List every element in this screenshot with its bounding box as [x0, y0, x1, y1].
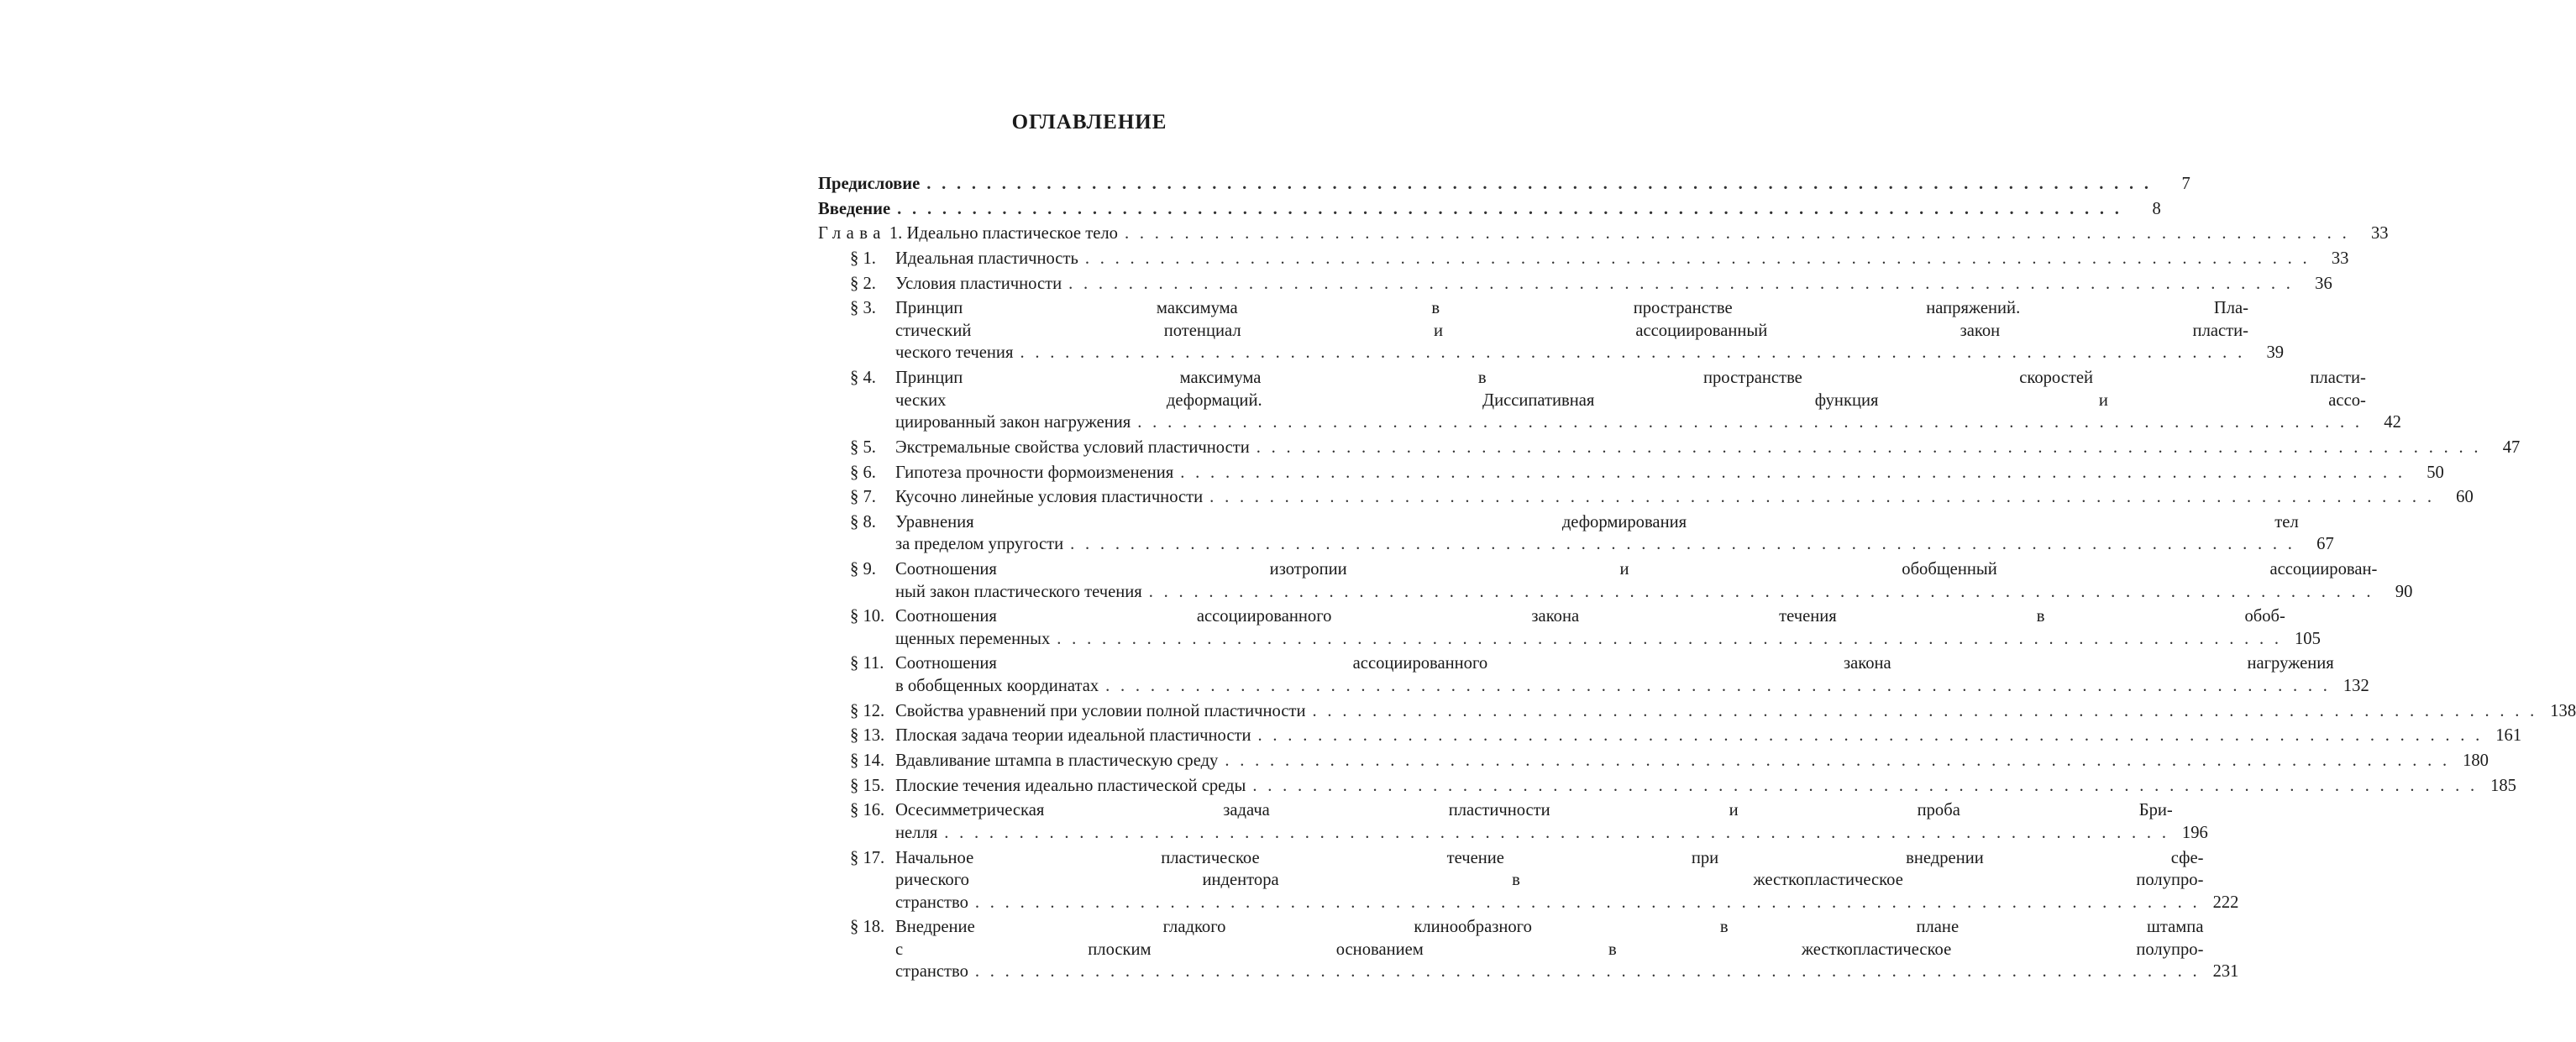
toc-entry-section[interactable] — [818, 511, 2334, 556]
section-number: § 9. — [850, 560, 876, 579]
dot-leader — [975, 892, 2201, 914]
dot-leader — [975, 961, 2201, 983]
dot-leader — [1020, 342, 2245, 364]
page-number: 33 — [2331, 249, 2349, 269]
page-number: 196 — [2181, 823, 2208, 842]
right-page — [737, 0, 2576, 1042]
section-number: § 11. — [850, 654, 884, 673]
page-number: 33 — [2370, 224, 2389, 243]
section-number: § 15. — [850, 776, 885, 795]
section-title-line: Принцип максимума в пространстве скоростей пласти- — [895, 369, 2366, 388]
section-number: § 1. — [850, 249, 876, 269]
section-title-line: с плоским основанием в жесткопластическое полупро- — [895, 940, 2204, 959]
chapter-word: Глава — [818, 224, 886, 243]
entry-label: Предисловие — [818, 175, 921, 193]
toc-entry-section[interactable] — [818, 367, 2401, 434]
section-title-line: стический потенциал и ассоциированный закон пласти- — [895, 321, 2249, 340]
toc-entry-section[interactable] — [818, 605, 2321, 650]
dot-leader — [944, 822, 2169, 845]
section-number: § 4. — [850, 369, 876, 388]
page-number: 47 — [2502, 437, 2521, 457]
section-number: § 6. — [850, 463, 876, 482]
page-number: 138 — [2550, 701, 2576, 720]
section-number: § 8. — [850, 512, 876, 531]
toc-entry-section[interactable] — [818, 652, 2369, 697]
dot-leader — [1085, 248, 2311, 270]
dot-leader — [1137, 411, 2363, 434]
section-title-line: странство — [895, 962, 968, 982]
section-title-line: Экстремальные свойства условий пластичности — [895, 437, 1250, 457]
section-title-line: Осесимметрическая задача пластичности и проба Бри- — [895, 801, 2173, 820]
page-number: 90 — [2395, 582, 2413, 601]
section-title-line: ческого течения — [895, 343, 1014, 363]
dot-leader — [1125, 223, 2350, 245]
page-title: ОГЛАВЛЕНИЕ — [1011, 111, 1167, 134]
section-title-line: Гипотеза прочности формоизменения — [895, 463, 1174, 482]
toc-entry-section[interactable] — [818, 847, 2239, 914]
dot-leader — [1180, 462, 2405, 484]
section-title-line: Соотношения изотропии и обобщенный ассоциирован- — [895, 560, 2378, 579]
section-title-line: Свойства уравнений при условии полной пластичности — [895, 701, 1306, 720]
dot-leader — [1225, 750, 2450, 772]
page-number: 231 — [2212, 962, 2239, 982]
toc-entry-section[interactable] — [818, 750, 2489, 772]
toc-entry-section[interactable] — [818, 273, 2332, 296]
toc-entry-section[interactable] — [818, 297, 2285, 364]
toc-entry-preface[interactable] — [818, 173, 2190, 196]
section-number: § 18. — [850, 918, 885, 937]
section-title-line: нелля — [895, 823, 938, 842]
section-title-line: за пределом упругости — [895, 535, 1064, 554]
section-title-line: щенных переменных — [895, 629, 1051, 648]
dot-leader — [1257, 437, 2482, 459]
toc-entry-section[interactable] — [818, 775, 2516, 798]
section-title-line: циированный закон нагружения — [895, 413, 1131, 432]
page-number: 8 — [2152, 199, 2161, 218]
section-title-line: Принцип максимума в пространстве напряжений. Пла- — [895, 299, 2249, 318]
section-title-line: Кусочно линейные условия пластичности — [895, 488, 1204, 507]
table-of-contents — [818, 173, 2576, 986]
toc-entry-section[interactable] — [818, 700, 2576, 723]
page-number: 132 — [2343, 676, 2369, 695]
page-number: 180 — [2463, 751, 2489, 770]
section-title-line: в обобщенных координатах — [895, 676, 1099, 695]
dot-leader — [1068, 273, 2294, 296]
section-number: § 5. — [850, 437, 876, 457]
dot-leader — [1209, 486, 2435, 509]
section-title-line: ный закон пластического течения — [895, 582, 1142, 601]
section-number: § 3. — [850, 299, 876, 318]
page-number: 42 — [2384, 413, 2401, 432]
toc-entry-section[interactable] — [818, 799, 2208, 844]
section-number: § 16. — [850, 801, 885, 820]
section-list — [818, 248, 2576, 983]
section-title-line: Плоская задача теории идеальной пластичности — [895, 726, 1251, 746]
entry-label: Введение — [818, 199, 891, 218]
page-number: 39 — [2266, 343, 2285, 363]
section-title-line: рического индентора в жесткопластическое полупро- — [895, 871, 2204, 890]
section-title-line: ческих деформаций. Диссипативная функция и ассо- — [895, 390, 2366, 410]
left-blank-page — [0, 0, 737, 1042]
dot-leader — [926, 173, 2152, 196]
toc-entry-section[interactable] — [818, 248, 2349, 270]
toc-entry-section[interactable] — [818, 437, 2521, 459]
dot-leader — [1252, 775, 2478, 798]
section-number: § 2. — [850, 274, 876, 293]
dot-leader — [1149, 581, 2374, 604]
toc-entry-section[interactable] — [818, 558, 2413, 603]
section-number: § 14. — [850, 751, 885, 770]
page-number: 185 — [2490, 776, 2516, 795]
page-number: 222 — [2212, 893, 2239, 912]
dot-leader — [1070, 533, 2295, 556]
dot-leader — [1105, 675, 2331, 698]
page-number: 50 — [2426, 463, 2444, 482]
toc-entry-section[interactable] — [818, 462, 2444, 484]
section-number: § 12. — [850, 701, 885, 720]
section-title-line: Внедрение гладкого клинообразного в плане штампа — [895, 918, 2204, 937]
toc-entry-section[interactable] — [818, 916, 2239, 983]
section-number: § 13. — [850, 726, 885, 746]
section-title-line: странство — [895, 893, 968, 912]
section-title-line: Плоские течения идеально пластической среды — [895, 776, 1246, 795]
section-title-line: Вдавливание штампа в пластическую среду — [895, 751, 1219, 770]
dot-leader — [1313, 700, 2538, 723]
section-title-line: Соотношения ассоциированного закона течения в обоб- — [895, 607, 2285, 626]
toc-entry-intro[interactable] — [818, 198, 2161, 221]
section-title-line: Соотношения ассоциированного закона нагружения — [895, 654, 2334, 673]
section-title-line: Идеальная пластичность — [895, 249, 1078, 269]
section-title-line: Уравнения деформирования тел — [895, 512, 2299, 531]
toc-entry-section[interactable] — [818, 725, 2522, 747]
dot-leader — [897, 198, 2122, 221]
dot-leader — [1057, 628, 2282, 651]
toc-entry-section[interactable] — [818, 486, 2474, 509]
page-number: 161 — [2495, 726, 2522, 746]
section-number: § 7. — [850, 488, 876, 507]
page-number: 7 — [2181, 175, 2190, 193]
section-title-line: Начальное пластическое течение при внедрении сфе- — [895, 848, 2204, 867]
section-number: § 17. — [850, 848, 885, 867]
section-number: § 10. — [850, 607, 885, 626]
toc-entry-chapter-1[interactable] — [818, 223, 2389, 245]
page-number: 67 — [2316, 535, 2334, 554]
page-number: 60 — [2456, 488, 2474, 507]
entry-label: 1. Идеально пластическое тело — [889, 224, 1118, 243]
section-title-line: Условия пластичности — [895, 274, 1062, 293]
dot-leader — [1258, 725, 2484, 747]
page-number: 36 — [2315, 274, 2332, 293]
page-number: 105 — [2294, 629, 2321, 648]
